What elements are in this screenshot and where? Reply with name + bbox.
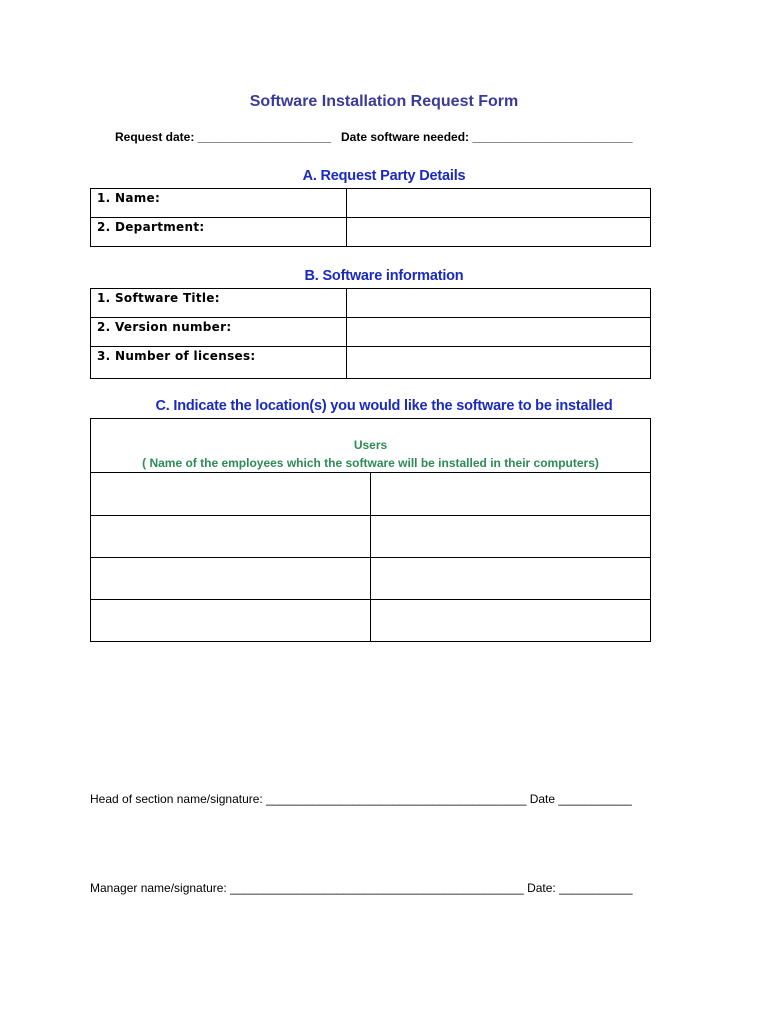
version-number-input-cell[interactable] <box>347 318 651 347</box>
manager-signature-line[interactable]: Manager name/signature: ____________________________________________ Date: ___________ <box>90 881 633 895</box>
number-of-licenses-label: 3. Number of licenses: <box>91 347 347 379</box>
head-of-section-signature-line[interactable]: Head of section name/signature: _______________________________________ Date ___________ <box>90 792 632 806</box>
user-entry-cell[interactable] <box>371 516 651 558</box>
users-title: Users <box>353 438 388 452</box>
user-entry-cell[interactable] <box>91 558 371 600</box>
table-row <box>91 347 651 379</box>
user-entry-cell[interactable] <box>371 558 651 600</box>
users-header <box>91 419 651 473</box>
table-row <box>91 419 651 473</box>
software-title-input-cell[interactable] <box>347 289 651 318</box>
user-entry-cell[interactable] <box>91 473 371 516</box>
number-of-licenses-input-cell[interactable] <box>347 347 651 379</box>
software-info-table <box>90 288 651 379</box>
table-row <box>91 289 651 318</box>
table-row <box>91 218 651 247</box>
name-input-cell[interactable] <box>347 189 651 218</box>
version-number-label: 2. Version number: <box>91 318 347 347</box>
request-party-table <box>90 188 651 247</box>
table-row <box>91 473 651 516</box>
section-a-heading: A. Request Party Details <box>302 168 466 184</box>
date-software-needed-field[interactable]: Date software needed: ________________________ <box>341 130 633 144</box>
user-entry-cell[interactable] <box>91 600 371 642</box>
table-row <box>91 600 651 642</box>
name-label: 1. Name: <box>91 189 347 218</box>
user-entry-cell[interactable] <box>371 473 651 516</box>
table-row <box>91 516 651 558</box>
locations-table <box>90 418 651 642</box>
software-title-label: 1. Software Title: <box>91 289 347 318</box>
table-row <box>91 318 651 347</box>
section-b-heading: B. Software information <box>304 268 464 284</box>
table-row <box>91 558 651 600</box>
department-label: 2. Department: <box>91 218 347 247</box>
department-input-cell[interactable] <box>347 218 651 247</box>
user-entry-cell[interactable] <box>371 600 651 642</box>
section-c-heading: C. Indicate the location(s) you would like the software to be installed <box>155 398 613 414</box>
page-title: Software Installation Request Form <box>249 93 519 110</box>
user-entry-cell[interactable] <box>91 516 371 558</box>
request-date-field[interactable]: Request date: ____________________ <box>115 130 332 144</box>
table-row <box>91 189 651 218</box>
users-subtitle: ( Name of the employees which the software will be installed in their computers) <box>142 456 599 470</box>
